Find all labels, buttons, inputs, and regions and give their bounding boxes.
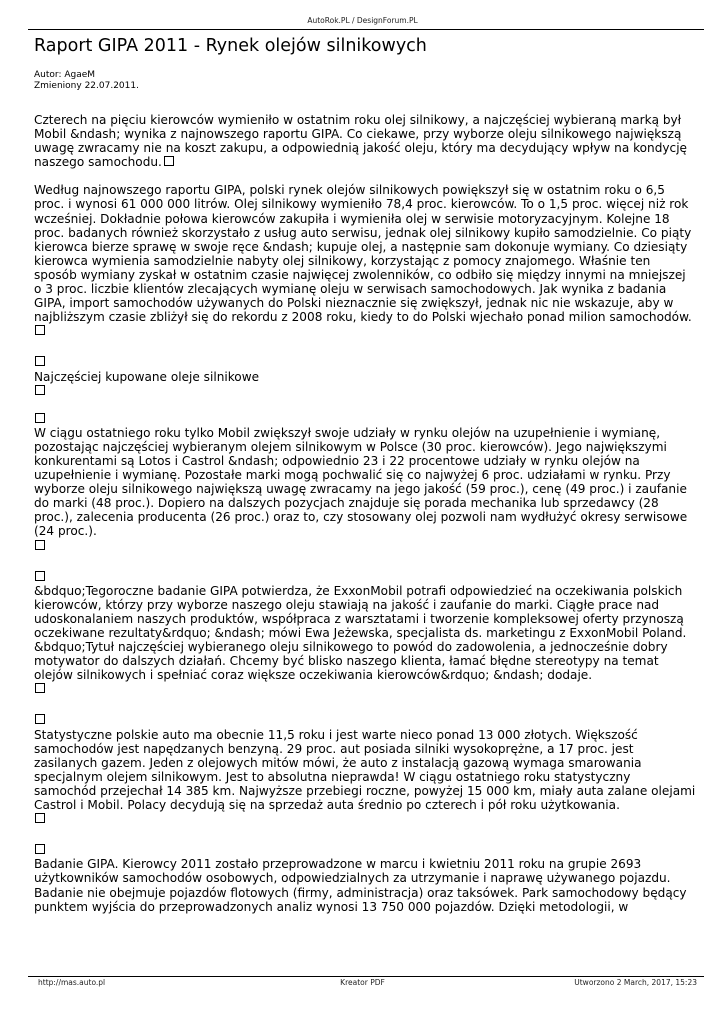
placeholder-line [34,384,696,398]
missing-glyph-icon [35,571,45,581]
footer-generator: Kreator PDF [340,978,385,987]
paragraph-brands: W ciągu ostatniego roku tylko Mobil zwiększył swoje udziały w rynku olejów na uzupełnienie i wymianę, pozostając najczęściej wybieranym olejem silnikowym w Polsce (30 proc. kierowców). Jego największymi konkurentami są Lotos i Castrol &ndash; odpowiednio 23 i 22 procentowe udziały w rynku olejów na uzupełnienie i wymianę. Pozostałe marki mogą pochwalić się co najwyżej 6 proc. udziałami w rynku. Przy wyborze oleju silnikowego największą uwagę zwracamy na jego jakość (59 proc.), cenę (49 proc.) i zaufanie do marki (48 proc.). Dopiero na dalszych pozycjach znajduje się porada mechanika lub sprzedawcy (28 proc.), zalecenia producenta (26 proc.) oraz to, czy stosowany olej pozwoli nam wydłużyć okresy serwisowe (24 proc.). [34,425,688,539]
paragraph-statistics: Statystyczne polskie auto ma obecnie 11,5 roku i jest warte nieco ponad 13 000 złotych. Większość samochodów jest napędzanych benzyną. 29 proc. aut posiada silniki wysokoprężne, a 17 proc. jest zasilanych gazem. Jeden z olejowych mitów mówi, że auto z instalacją gazową wymaga smarowania specjalnym olejem silnikowym. Jest to absolutna nieprawda! W ciągu ostatniego roku statystyczny samochód przejechał 14 385 km. Najwyższe przebiegi roczne, powyżej 15 000 km, miały auta zalane olejami Castrol i Mobil. Polacy decydują się na sprzedaż auta średnio po czterech i pół roku użytkowania. [34,727,696,813]
header-rule [28,29,704,30]
placeholder-line [34,812,696,826]
article-meta [34,70,139,92]
missing-glyph-icon [35,413,45,423]
footer-url: http://mas.auto.pl [38,978,106,987]
section-subheading: Najczęściej kupowane oleje silnikowe [34,369,260,384]
placeholder-line [34,324,696,338]
placeholder-line [34,682,696,696]
paragraph-methodology: Badanie GIPA. Kierowcy 2011 zostało przeprowadzone w marcu i kwietniu 2011 roku na grupie 2693 użytkowników samochodów osobowych, odpowiedzialnych za utrzymanie i naprawę używanego pojazdu. Badanie nie obejmuje pojazdów flotowych (firmy, administracja) oraz taksówek. Park samochodowy będący punktem wyjścia do przeprowadzonych analiz wynosi 13 750 000 pojazdów. Dzięki metodologii, w [34,857,687,914]
missing-glyph-icon [35,356,45,366]
missing-glyph-icon [35,813,45,823]
missing-glyph-icon [35,325,45,335]
placeholder-line [34,355,696,369]
placeholder-line [34,570,696,584]
missing-glyph-icon [164,156,174,166]
article-title: Raport GIPA 2011 - Rynek olejów silnikowych [34,36,427,56]
missing-glyph-icon [35,683,45,693]
paragraph-quote: &bdquo;Tegoroczne badanie GIPA potwierdza, że ExxonMobil potrafi odpowiedzieć na oczekiwania polskich kierowców, którzy przy wyborze naszego oleju stawiają na jakość i zaufanie do marki. Ciągłe prace nad udoskonalaniem naszych produktów, współpraca z warsztatami i tworzenie kompleksowej oferty przynoszą oczekiwane rezultaty&rdquo; &ndash; mówi Ewa Jeżewska, specjalista ds. marketingu z ExxonMobil Poland. &bdquo;Tytuł najczęściej wybieranego oleju silnikowego to powód do zadowolenia, a jednocześnie dobry motywator do dalszych działań. Chcemy być blisko naszego klienta, łamać błędne stereotypy na temat olejów silnikowych i spełniać coraz większe oczekiwania kierowców&rdquo; &ndash; dodaje. [34,583,687,683]
article-body [34,113,696,914]
missing-glyph-icon [35,714,45,724]
missing-glyph-icon [35,385,45,395]
author-line: Autor: AgaeM [34,70,96,80]
missing-glyph-icon [35,540,45,550]
placeholder-line [34,713,696,727]
placeholder-line [34,412,696,426]
placeholder-line [34,539,696,553]
page-header-source: AutoRok.PL / DesignForum.PL [307,16,418,25]
lead-paragraph: Czterech na pięciu kierowców wymieniło w ostatnim roku olej silnikowy, a najczęściej wybieraną marką był Mobil &ndash; wynika z najnowszego raportu GIPA. Co ciekawe, przy wyborze oleju silnikowego największą uwagę zwracamy nie na koszt zakupu, a odpowiednią jakość oleju, który ma decydujący wpływ na kondycję naszego samochodu. [34,113,687,170]
modified-date: Zmieniony 22.07.2011. [34,81,139,91]
paragraph-market: Według najnowszego raportu GIPA, polski rynek olejów silnikowych powiększył się w ostatnim roku o 6,5 proc. i wynosi 61 000 000 litrów. Olej silnikowy wymieniło 78,4 proc. kierowców. To o 1,5 proc. więcej niż rok wcześniej. Dokładnie połowa kierowców zakupiła i wymieniła olej w serwisie motoryzacyjnym. Kolejne 18 proc. badanych również skorzystało z usług auto serwisu, jednak olej silnikowy kupiło samodzielnie. Co piąty kierowca bierze sprawę w swoje ręce &ndash; kupuje olej, a następnie sam dokonuje wymiany. Co dziesiąty kierowca wymienia samodzielnie nabyty olej silnikowy, korzystając z pomocy znajomego. Właśnie ten sposób wymiany zyskał w ostatnim czasie najwięcej zwolenników, co odbiło się między innymi na mniejszej o 3 proc. liczbie klientów zlecających wymianę oleju w serwisach samochodowych. Jak wynika z badania GIPA, import samochodów używanych do Polski nieznacznie się zwiększył, jednak nic nie wskazuje, aby w najbliższym czasie zbliżył się do rekordu z 2008 roku, kiedy to do Polski wjechało ponad milion samochodów. [34,183,692,325]
footer-created-date: Utworzono 2 March, 2017, 15:23 [574,978,697,987]
footer-rule [28,976,704,977]
placeholder-line [34,843,696,857]
missing-glyph-icon [35,844,45,854]
